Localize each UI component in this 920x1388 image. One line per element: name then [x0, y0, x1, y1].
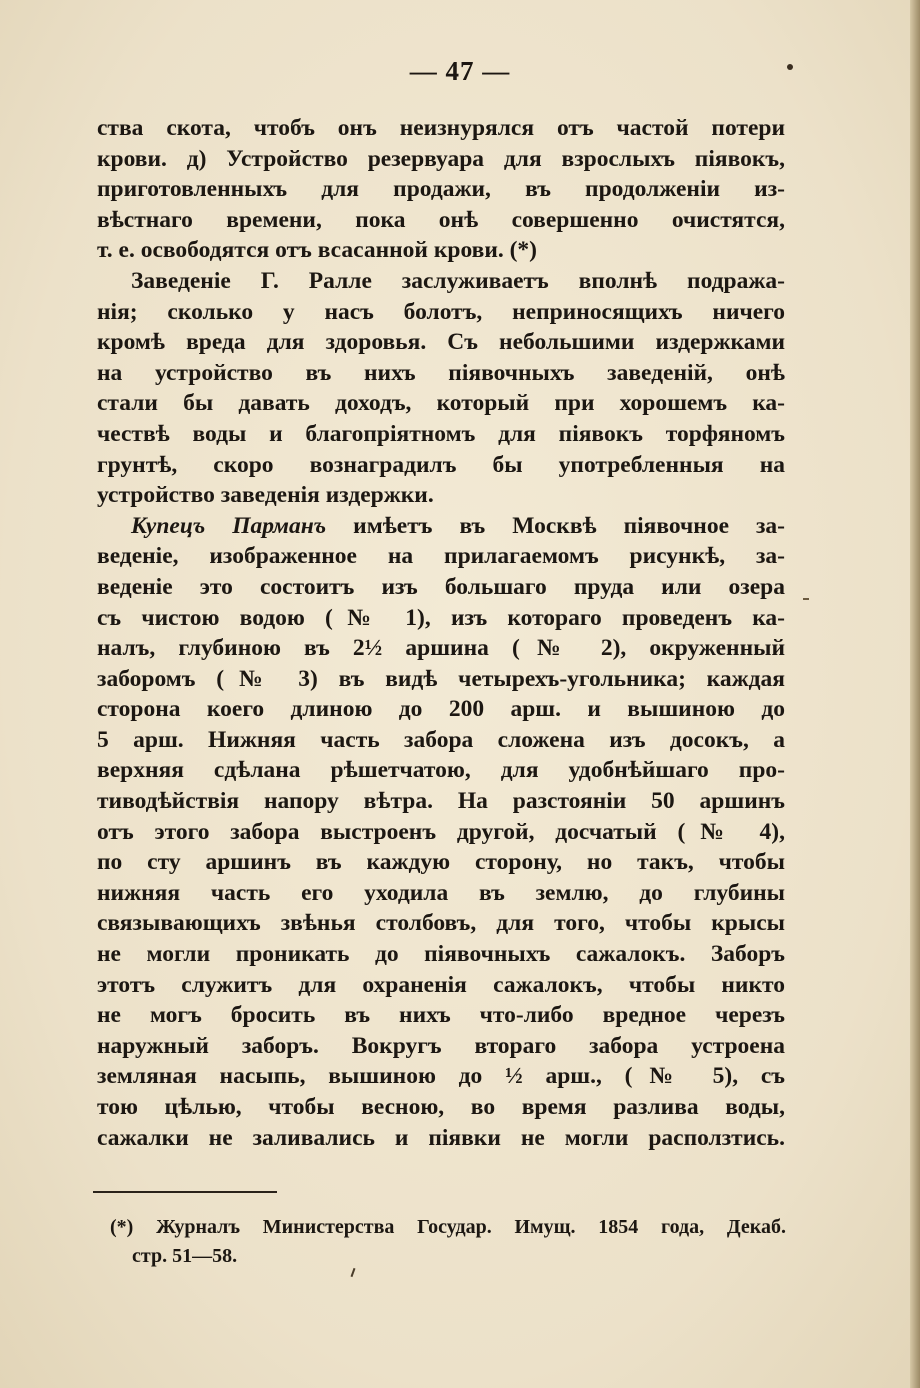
italic-name: Купецъ Парманъ — [131, 512, 327, 539]
text-line: кромѣ вреда для здоровья. Съ небольшими издержками — [97, 329, 785, 356]
text-line: устройство заведенія издержки. — [97, 482, 434, 509]
text-line: грунтѣ, скоро вознаградилъ бы употребленныя на — [97, 451, 785, 478]
footnote — [110, 1213, 786, 1271]
footnote-line: (*) Журналъ Министерства Государ. Имущ. 1854 года, Декаб. — [110, 1216, 786, 1238]
text-line: наружный заборъ. Вокругъ втораго забора устроена — [97, 1032, 785, 1059]
text-line: на устройство въ нихъ піявочныхъ заведеній, онѣ — [97, 359, 785, 386]
text-line: Заведеніе Г. Ралле заслуживаетъ вполнѣ подража- — [131, 267, 785, 294]
text-line: связывающихъ звѣнья столбовъ, для того, чтобы крысы — [97, 910, 785, 937]
text-line: 5 арш. Нижняя часть забора сложена изъ досокъ, а — [97, 726, 785, 753]
footnote-line: стр. 51—58. — [132, 1245, 238, 1267]
text-line: нія; сколько у насъ болотъ, неприносящихъ ничего — [97, 298, 785, 325]
text-line: стали бы давать доходъ, который при хорошемъ ка- — [97, 390, 785, 417]
text-line-rest: имѣетъ въ Москвѣ піявочное за- — [353, 512, 785, 539]
text-line: чествѣ воды и благопріятномъ для піявокъ торфяномъ — [97, 420, 785, 447]
text-line: не могъ бросить въ нихъ что-либо вредное черезъ — [97, 1002, 785, 1029]
text-line: съ чистою водою (№ 1), изъ котораго проведенъ ка- — [97, 604, 785, 631]
text-line: ства скота, чтобъ онъ неизнурялся отъ частой потери — [97, 115, 785, 141]
text-line: сторона коего длиною до 200 арш. и вышиною до — [97, 696, 785, 723]
text-line: крови. д) Устройство резервуара для взрослыхъ піявокъ, — [97, 145, 785, 172]
footnote-rule — [93, 1191, 277, 1193]
text-line: верхняя сдѣлана рѣшетчатою, для удобнѣйшаго про- — [97, 757, 785, 784]
text-line: отъ этого забора выстроенъ другой, досчатый (№ 4), — [97, 818, 785, 845]
text-line: веденіе, изображенное на прилагаемомъ рисункѣ, за- — [97, 543, 785, 570]
text-line: нижняя часть его уходила въ землю, до глубины — [97, 879, 785, 906]
text-line: этотъ служитъ для охраненія сажалокъ, чтобы никто — [97, 971, 785, 998]
text-line-with-italic — [97, 511, 785, 542]
text-line: т. е. освободятся отъ всасанной крови. (*) — [97, 237, 538, 264]
text-line: вѣстнаго времени, пока онѣ совершенно очистятся, — [97, 206, 785, 233]
text-line: сажалки не заливались и піявки не могли расползтись. — [97, 1124, 785, 1151]
page-number: — 47 — — [409, 56, 511, 86]
page-edge-shadow — [910, 0, 920, 1388]
text-line: по сту аршинъ въ каждую сторону, но такъ, чтобы — [97, 849, 785, 876]
text-line: тиводѣйствія напору вѣтра. На разстояніи 50 аршинъ — [97, 788, 785, 815]
text-line: не могли проникать до піявочныхъ сажалокъ. Заборъ — [97, 941, 785, 968]
margin-mark — [803, 598, 809, 600]
text-line: приготовленныхъ для продажи, въ продолженіи из- — [97, 176, 785, 203]
body-text — [97, 113, 785, 1153]
ink-speck — [787, 64, 793, 70]
text-line: налъ, глубиною въ 2½ аршина (№ 2), окруженный — [97, 635, 785, 662]
text-line: веденіе это состоитъ изъ большаго пруда или озера — [97, 573, 785, 600]
text-line: земляная насыпь, вышиною до ½ арш., (№ 5), съ — [97, 1063, 785, 1090]
text-line: тою цѣлью, чтобы весною, во время разлива воды, — [97, 1094, 785, 1120]
text-line: заборомъ (№ 3) въ видѣ четырехъ-угольника; каждая — [97, 665, 785, 692]
